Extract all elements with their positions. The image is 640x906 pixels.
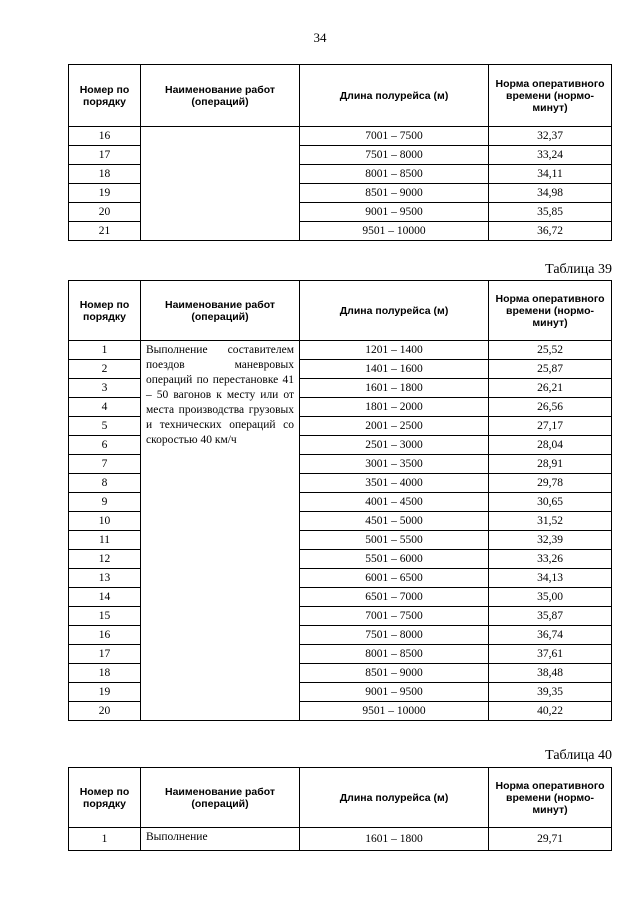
- norm-value: 39,35: [489, 683, 612, 702]
- table-39-body: [69, 341, 612, 721]
- length-range: 7501 – 8000: [300, 146, 489, 165]
- length-range: 8501 – 9000: [300, 184, 489, 203]
- length-range: 3001 – 3500: [300, 455, 489, 474]
- row-number: 8: [69, 474, 141, 493]
- norm-value: 28,91: [489, 455, 612, 474]
- header-number: Номер по порядку: [69, 65, 141, 127]
- length-range: 1801 – 2000: [300, 398, 489, 417]
- row-number: 7: [69, 455, 141, 474]
- length-range: 7501 – 8000: [300, 626, 489, 645]
- row-number: 18: [69, 165, 141, 184]
- norm-value: 33,26: [489, 550, 612, 569]
- row-number: 5: [69, 417, 141, 436]
- length-range: 1201 – 1400: [300, 341, 489, 360]
- norm-value: 28,04: [489, 436, 612, 455]
- row-number: 19: [69, 683, 141, 702]
- norm-value: 32,37: [489, 127, 612, 146]
- length-range: 9001 – 9500: [300, 683, 489, 702]
- length-range: 2501 – 3000: [300, 436, 489, 455]
- row-number: 18: [69, 664, 141, 683]
- norm-value: 30,65: [489, 493, 612, 512]
- table-40-caption: Таблица 40: [545, 748, 612, 763]
- table-40-body: [69, 828, 612, 851]
- norm-value: 33,24: [489, 146, 612, 165]
- norm-value: 32,39: [489, 531, 612, 550]
- length-range: 8501 – 9000: [300, 664, 489, 683]
- length-range: 5501 – 6000: [300, 550, 489, 569]
- norm-value: 25,52: [489, 341, 612, 360]
- row-number: 6: [69, 436, 141, 455]
- norm-value: 34,98: [489, 184, 612, 203]
- norm-value: 34,11: [489, 165, 612, 184]
- header-number: Номер по порядку: [69, 281, 141, 341]
- header-length: Длина полурейса (м): [300, 281, 489, 341]
- length-range: 1601 – 1800: [300, 379, 489, 398]
- length-range: 8001 – 8500: [300, 165, 489, 184]
- header-work: Наименование работ (операций): [141, 768, 300, 828]
- length-range: 5001 – 5500: [300, 531, 489, 550]
- length-range: 2001 – 2500: [300, 417, 489, 436]
- row-number: 13: [69, 569, 141, 588]
- length-range: 7001 – 7500: [300, 127, 489, 146]
- norm-value: 37,61: [489, 645, 612, 664]
- header-norm: Норма оперативного времени (нормо-минут): [489, 65, 612, 127]
- row-number: 14: [69, 588, 141, 607]
- row-number: 4: [69, 398, 141, 417]
- norm-value: 31,52: [489, 512, 612, 531]
- table-39: [68, 280, 612, 721]
- row-number: 20: [69, 203, 141, 222]
- norm-value: 29,71: [489, 828, 612, 851]
- operation-description: Выполнение составителем поездов маневровых операций по перестановке 41 – 50 вагонов к месту или от места производства грузовых и технических операций со скоростью 40 км/ч: [141, 341, 300, 721]
- header-length: Длина полурейса (м): [300, 768, 489, 828]
- table-row: [69, 127, 612, 146]
- norm-value: 34,13: [489, 569, 612, 588]
- norm-value: 26,56: [489, 398, 612, 417]
- table-continuation: [68, 64, 612, 241]
- row-number: 1: [69, 341, 141, 360]
- length-range: 4001 – 4500: [300, 493, 489, 512]
- page-number: 34: [313, 30, 327, 45]
- norm-value: 36,72: [489, 222, 612, 241]
- row-number: 10: [69, 512, 141, 531]
- norm-value: 36,74: [489, 626, 612, 645]
- header-work: Наименование работ (операций): [141, 281, 300, 341]
- norm-value: 26,21: [489, 379, 612, 398]
- table-row: [69, 341, 612, 360]
- header-length: Длина полурейса (м): [300, 65, 489, 127]
- table-continuation-body: [69, 127, 612, 241]
- norm-value: 35,87: [489, 607, 612, 626]
- length-range: 7001 – 7500: [300, 607, 489, 626]
- row-number: 19: [69, 184, 141, 203]
- table-39-caption: Таблица 39: [545, 262, 612, 277]
- table-40: [68, 767, 612, 851]
- row-number: 15: [69, 607, 141, 626]
- length-range: 8001 – 8500: [300, 645, 489, 664]
- row-number: 17: [69, 146, 141, 165]
- length-range: 9001 – 9500: [300, 203, 489, 222]
- header-work: Наименование работ (операций): [141, 65, 300, 127]
- row-number: 9: [69, 493, 141, 512]
- row-number: 2: [69, 360, 141, 379]
- norm-value: 35,85: [489, 203, 612, 222]
- length-range: 9501 – 10000: [300, 222, 489, 241]
- row-number: 16: [69, 626, 141, 645]
- row-number: 12: [69, 550, 141, 569]
- length-range: 3501 – 4000: [300, 474, 489, 493]
- norm-value: 27,17: [489, 417, 612, 436]
- length-range: 1401 – 1600: [300, 360, 489, 379]
- row-number: 20: [69, 702, 141, 721]
- row-number: 3: [69, 379, 141, 398]
- length-range: 4501 – 5000: [300, 512, 489, 531]
- length-range: 6001 – 6500: [300, 569, 489, 588]
- norm-value: 40,22: [489, 702, 612, 721]
- norm-value: 35,00: [489, 588, 612, 607]
- header-norm: Норма оперативного времени (нормо-минут): [489, 768, 612, 828]
- row-number: 1: [69, 828, 141, 851]
- length-range: 6501 – 7000: [300, 588, 489, 607]
- row-number: 11: [69, 531, 141, 550]
- table-row: [69, 828, 612, 851]
- length-range: 1601 – 1800: [300, 828, 489, 851]
- operation-description: Выполнение: [141, 828, 300, 851]
- norm-value: 38,48: [489, 664, 612, 683]
- norm-value: 29,78: [489, 474, 612, 493]
- norm-value: 25,87: [489, 360, 612, 379]
- row-number: 17: [69, 645, 141, 664]
- length-range: 9501 – 10000: [300, 702, 489, 721]
- row-number: 21: [69, 222, 141, 241]
- row-number: 16: [69, 127, 141, 146]
- header-number: Номер по порядку: [69, 768, 141, 828]
- header-norm: Норма оперативного времени (нормо-минут): [489, 281, 612, 341]
- operation-description: [141, 127, 300, 241]
